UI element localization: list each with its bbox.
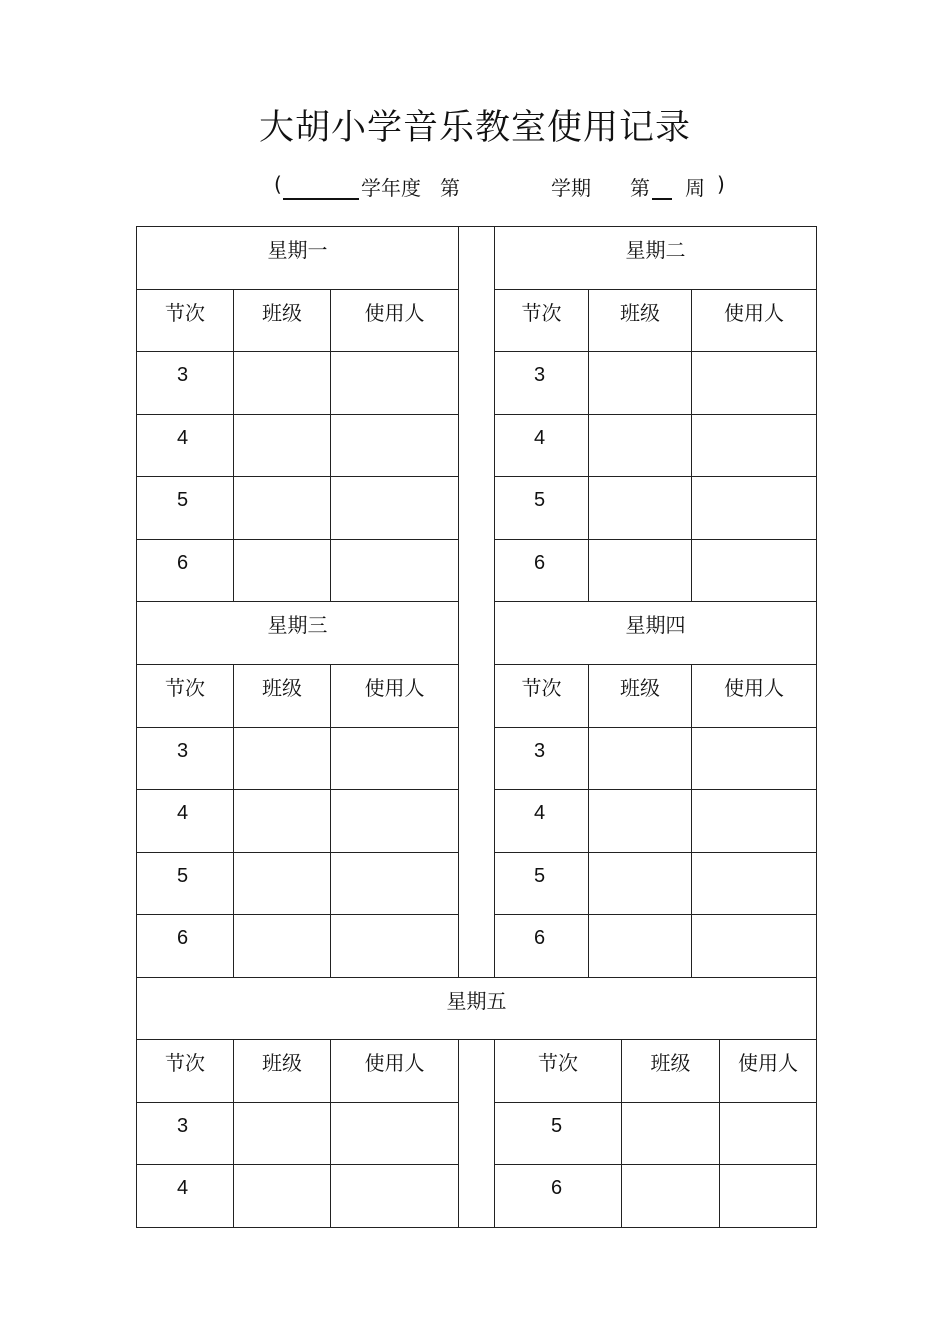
period-number: 5 — [137, 852, 234, 915]
day-header-thursday: 星期四 — [495, 602, 817, 665]
day-header-monday: 星期一 — [137, 227, 459, 290]
user-cell[interactable] — [331, 414, 459, 477]
period-number: 5 — [495, 852, 589, 915]
header-user: 使用人 — [331, 289, 459, 352]
subtitle-semester: 学期 — [551, 176, 591, 200]
schedule-table — [136, 226, 817, 1228]
class-cell[interactable] — [589, 852, 692, 915]
user-cell[interactable] — [331, 1165, 459, 1228]
subtitle-di-1: 第 — [440, 176, 460, 200]
column-header-row — [137, 1040, 817, 1103]
page-title: 大胡小学音乐教室使用记录 — [258, 108, 691, 148]
user-cell[interactable] — [331, 539, 459, 602]
class-cell[interactable] — [622, 1102, 720, 1165]
day-header-row — [137, 977, 817, 1040]
class-cell[interactable] — [589, 477, 692, 540]
user-cell[interactable] — [331, 790, 459, 853]
class-cell[interactable] — [234, 727, 331, 790]
class-cell[interactable] — [234, 477, 331, 540]
header-class: 班级 — [589, 664, 692, 727]
period-number: 6 — [495, 539, 589, 602]
period-number: 4 — [495, 414, 589, 477]
class-cell[interactable] — [589, 352, 692, 415]
period-number: 6 — [495, 915, 589, 978]
class-cell[interactable] — [589, 539, 692, 602]
user-cell[interactable] — [692, 852, 817, 915]
period-number: 6 — [495, 1165, 622, 1228]
header-period: 节次 — [137, 289, 234, 352]
header-user: 使用人 — [720, 1040, 817, 1103]
period-number: 3 — [137, 727, 234, 790]
period-number: 3 — [137, 352, 234, 415]
header-class: 班级 — [622, 1040, 720, 1103]
class-cell[interactable] — [234, 414, 331, 477]
day-header-friday: 星期五 — [137, 977, 817, 1040]
class-cell[interactable] — [589, 727, 692, 790]
header-class: 班级 — [234, 289, 331, 352]
header-user: 使用人 — [331, 1040, 459, 1103]
subtitle-school-year: 学年度 — [361, 176, 421, 200]
class-cell[interactable] — [234, 790, 331, 853]
header-class: 班级 — [234, 1040, 331, 1103]
day-header-wednesday: 星期三 — [137, 602, 459, 665]
class-cell[interactable] — [234, 852, 331, 915]
class-cell[interactable] — [589, 790, 692, 853]
header-class: 班级 — [589, 289, 692, 352]
period-number: 3 — [495, 727, 589, 790]
period-number: 4 — [495, 790, 589, 853]
period-number: 6 — [137, 539, 234, 602]
user-cell[interactable] — [331, 915, 459, 978]
header-user: 使用人 — [692, 664, 817, 727]
header-class: 班级 — [234, 664, 331, 727]
day-header-row — [137, 227, 817, 290]
period-number: 5 — [495, 477, 589, 540]
user-cell[interactable] — [692, 414, 817, 477]
user-cell[interactable] — [692, 352, 817, 415]
period-number: 5 — [137, 477, 234, 540]
header-period: 节次 — [137, 664, 234, 727]
header-period: 节次 — [495, 289, 589, 352]
class-cell[interactable] — [589, 414, 692, 477]
user-cell[interactable] — [331, 1102, 459, 1165]
period-number: 4 — [137, 1165, 234, 1228]
school-year-blank[interactable] — [283, 198, 359, 200]
class-cell[interactable] — [234, 915, 331, 978]
user-cell[interactable] — [331, 852, 459, 915]
user-cell[interactable] — [692, 477, 817, 540]
class-cell[interactable] — [622, 1165, 720, 1228]
subtitle-close-paren: ) — [717, 172, 725, 196]
period-number: 4 — [137, 790, 234, 853]
class-cell[interactable] — [589, 915, 692, 978]
user-cell[interactable] — [720, 1102, 817, 1165]
day-header-tuesday: 星期二 — [495, 227, 817, 290]
header-period: 节次 — [137, 1040, 234, 1103]
user-cell[interactable] — [692, 915, 817, 978]
user-cell[interactable] — [692, 790, 817, 853]
period-number: 6 — [137, 915, 234, 978]
header-period: 节次 — [495, 1040, 622, 1103]
week-number-blank[interactable] — [652, 198, 672, 200]
class-cell[interactable] — [234, 1102, 331, 1165]
subtitle-open-paren: ( — [274, 172, 282, 196]
user-cell[interactable] — [331, 477, 459, 540]
user-cell[interactable] — [331, 352, 459, 415]
subtitle-di-2: 第 — [630, 176, 650, 200]
user-cell[interactable] — [720, 1165, 817, 1228]
period-number: 3 — [137, 1102, 234, 1165]
header-user: 使用人 — [331, 664, 459, 727]
header-period: 节次 — [495, 664, 589, 727]
column-spacer — [459, 227, 495, 978]
period-number: 5 — [495, 1102, 622, 1165]
user-cell[interactable] — [692, 727, 817, 790]
class-cell[interactable] — [234, 539, 331, 602]
user-cell[interactable] — [331, 727, 459, 790]
user-cell[interactable] — [692, 539, 817, 602]
period-number: 4 — [137, 414, 234, 477]
class-cell[interactable] — [234, 352, 331, 415]
period-number: 3 — [495, 352, 589, 415]
column-spacer — [459, 1040, 495, 1228]
header-user: 使用人 — [692, 289, 817, 352]
class-cell[interactable] — [234, 1165, 331, 1228]
subtitle-week: 周 — [685, 176, 705, 200]
